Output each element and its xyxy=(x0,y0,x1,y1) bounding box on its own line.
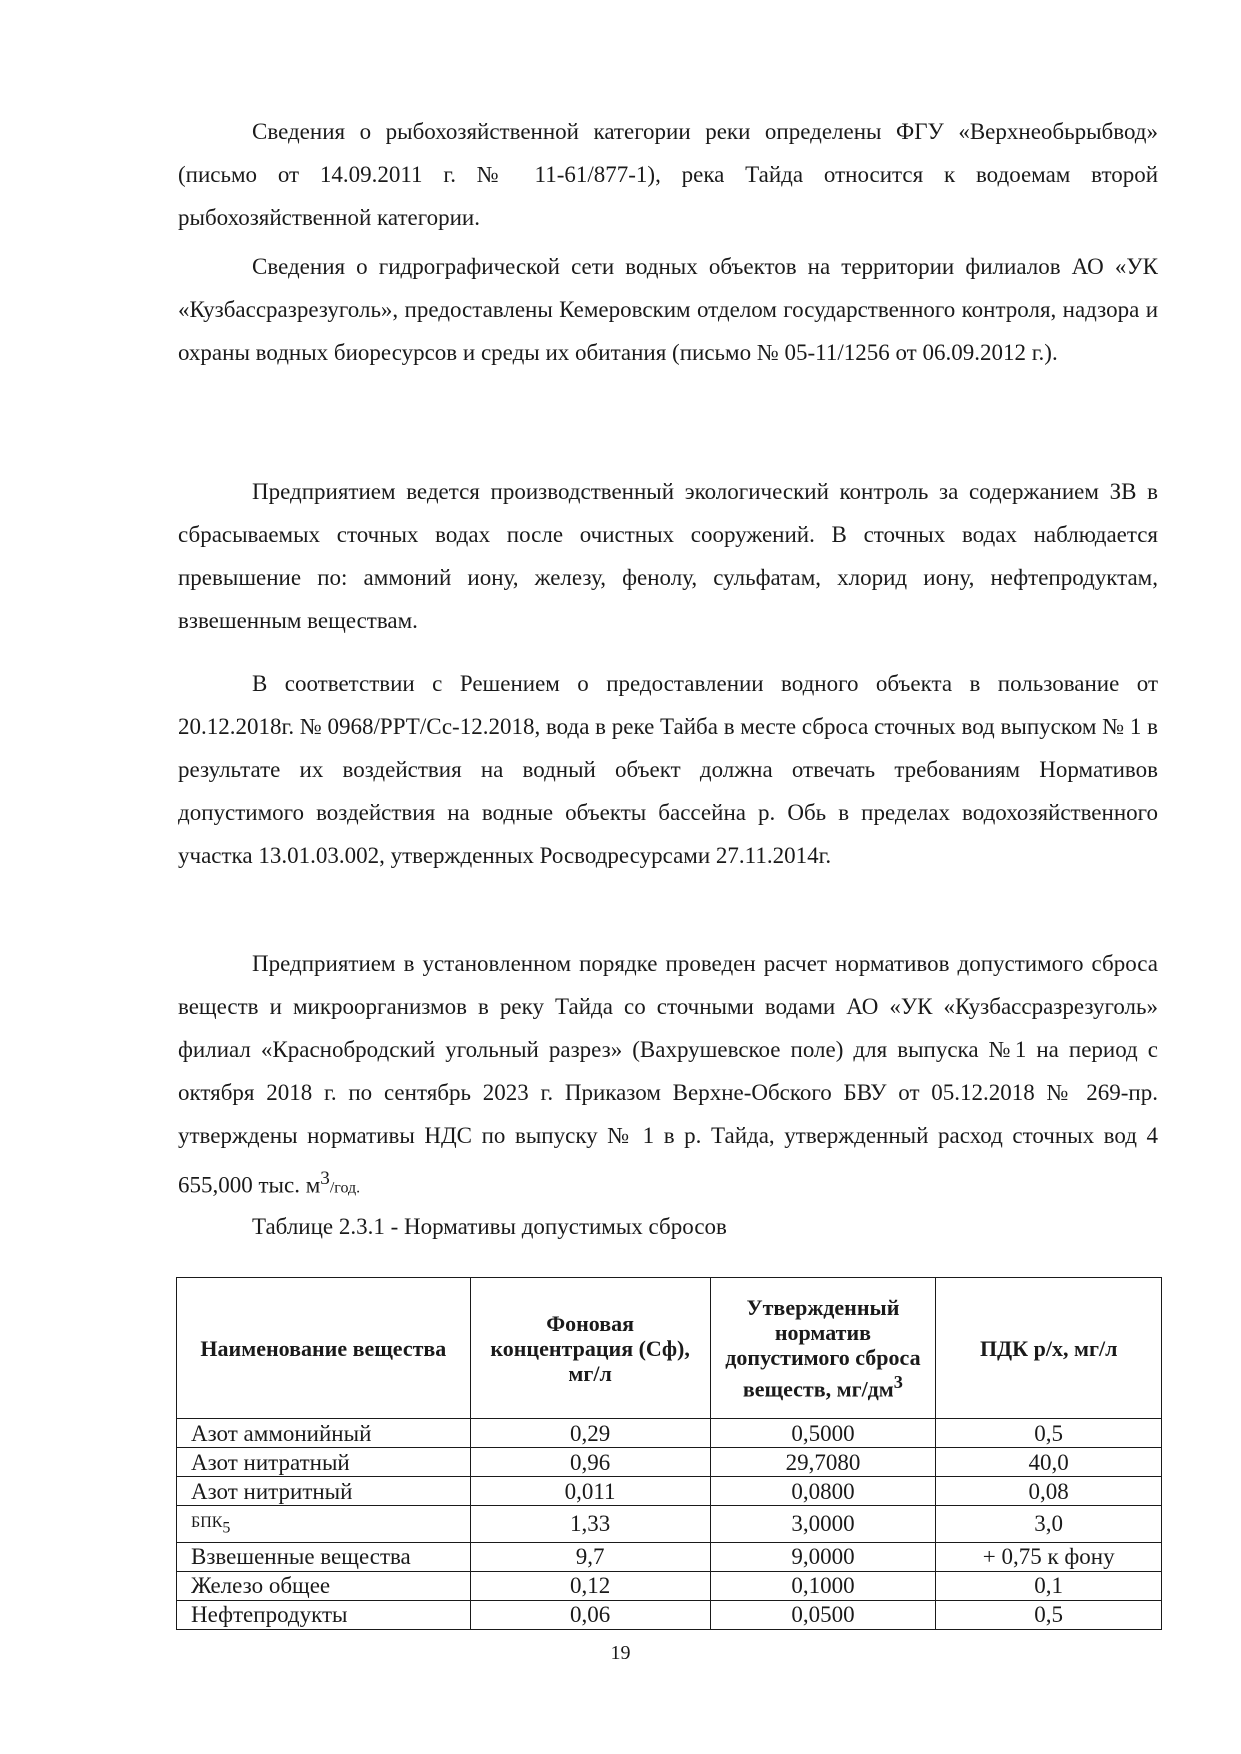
cell-substance: Азот нитритный xyxy=(177,1477,471,1506)
paragraph-hydrographic-network: Сведения о гидрографической сети водных объектов на территории филиалов АО «УК «Кузбассразрезуголь», предоставлены Кемеровским отделом государственного контроля, надзора и охраны водных биоресурсов и среды их обитания (письмо № 05-11/1256 от 06.09.2012 г.). xyxy=(178,254,1158,365)
paragraph-fishery-category: Сведения о рыбохозяйственной категории реки определены ФГУ «Верхнеобьрыбвод» (письмо от 14.09.2011 г. № 11-61/877-1), река Тайда относится к водоемам второй рыбохозяйственной категории. xyxy=(178,119,1158,230)
table-body xyxy=(177,1419,1162,1630)
cell-background: 0,06 xyxy=(470,1600,710,1629)
table-row xyxy=(177,1477,1162,1506)
cell-substance: Нефтепродукты xyxy=(177,1600,471,1629)
cell-norm: 0,0500 xyxy=(710,1600,936,1629)
table-header-row xyxy=(177,1278,1162,1419)
cell-substance: Азот нитратный xyxy=(177,1448,471,1477)
cell-background: 0,96 xyxy=(470,1448,710,1477)
cell-substance: Взвешенные вещества xyxy=(177,1542,471,1571)
cell-background: 1,33 xyxy=(470,1506,710,1543)
cell-substance xyxy=(177,1506,471,1543)
table-row xyxy=(177,1448,1162,1477)
cell-pdk: 3,0 xyxy=(936,1506,1162,1543)
header-approved-norm xyxy=(710,1278,936,1419)
header-pdk: ПДК р/х, мг/л xyxy=(936,1278,1162,1419)
cell-pdk: + 0,75 к фону xyxy=(936,1542,1162,1571)
cell-pdk: 0,5 xyxy=(936,1419,1162,1448)
cell-pdk: 40,0 xyxy=(936,1448,1162,1477)
cell-background: 0,29 xyxy=(470,1419,710,1448)
superscript-cubic: 3 xyxy=(320,1168,330,1189)
cell-norm: 29,7080 xyxy=(710,1448,936,1477)
cell-norm: 0,0800 xyxy=(710,1477,936,1506)
header-substance-name: Наименование вещества xyxy=(177,1278,471,1419)
cell-substance-text: БПК xyxy=(191,1514,223,1531)
table-row xyxy=(177,1419,1162,1448)
cell-background: 9,7 xyxy=(470,1542,710,1571)
table-row xyxy=(177,1506,1162,1543)
cell-background: 0,011 xyxy=(470,1477,710,1506)
table-row xyxy=(177,1600,1162,1629)
header-approved-norm-text: Утвержденный норматив допустимого сброса веществ, мг/дм xyxy=(725,1294,921,1402)
cell-norm: 0,1000 xyxy=(710,1571,936,1600)
page-number: 19 xyxy=(610,1642,631,1664)
table-row xyxy=(177,1542,1162,1571)
cell-norm: 9,0000 xyxy=(710,1542,936,1571)
cell-norm: 3,0000 xyxy=(710,1506,936,1543)
cell-substance: Железо общее xyxy=(177,1571,471,1600)
subscript-five: 5 xyxy=(222,1519,231,1537)
norms-table xyxy=(176,1277,1162,1630)
cell-norm: 0,5000 xyxy=(710,1419,936,1448)
cell-pdk: 0,08 xyxy=(936,1477,1162,1506)
header-background-concentration: Фоновая концентрация (Сф), мг/л xyxy=(470,1278,710,1419)
cell-background: 0,12 xyxy=(470,1571,710,1600)
cell-pdk: 0,1 xyxy=(936,1571,1162,1600)
paragraph-discharge-norms-text: Предприятием в установленном порядке проведен расчет нормативов допустимого сброса веществ и микроорганизмов в реку Тайда со сточными водами АО «УК «Кузбассразрезуголь» филиал «Краснобродский угольный разрез» (Вахрушевское поле) для выпуска №1 на период с октября 2018 г. по сентябрь 2023 г. Приказом Верхне-Обского БВУ от 05.12.2018 № 269-пр. утверждены нормативы НДС по выпуску № 1 в р. Тайда, утвержденный расход сточных вод 4 655,000 тыс. м xyxy=(178,951,1158,1198)
cell-substance: Азот аммонийный xyxy=(177,1419,471,1448)
cell-pdk: 0,5 xyxy=(936,1600,1162,1629)
paragraph-environmental-control: Предприятием ведется производственный экологический контроль за содержанием ЗВ в сбрасываемых сточных водах после очистных сооружений. В сточных водах наблюдается превышение по: аммоний иону, железу, фенолу, сульфатам, хлорид иону, нефтепродуктам, взвешенным веществам. xyxy=(178,479,1158,633)
paragraph-discharge-norms xyxy=(178,942,1158,1210)
paragraph-water-use-decision: В соответствии с Решением о предоставлении водного объекта в пользование от 20.12.2018г. № 0968/РРТ/Сс-12.2018, вода в реке Тайба в месте сброса сточных вод выпуском № 1 в результате их воздействия на водный объект должна отвечать требованиям Нормативов допустимого воздействия на водные объекты бассейна р. Обь в пределах водохозяйственного участка 13.01.03.002, утвержденных Росводресурсами 27.11.2014г. xyxy=(178,671,1159,868)
table-row xyxy=(177,1571,1162,1600)
unit-per-year: /год. xyxy=(329,1179,361,1197)
table-caption: Таблице 2.3.1 - Нормативы допустимых сбросов xyxy=(252,1214,727,1239)
header-superscript-cubic: 3 xyxy=(893,1371,903,1392)
